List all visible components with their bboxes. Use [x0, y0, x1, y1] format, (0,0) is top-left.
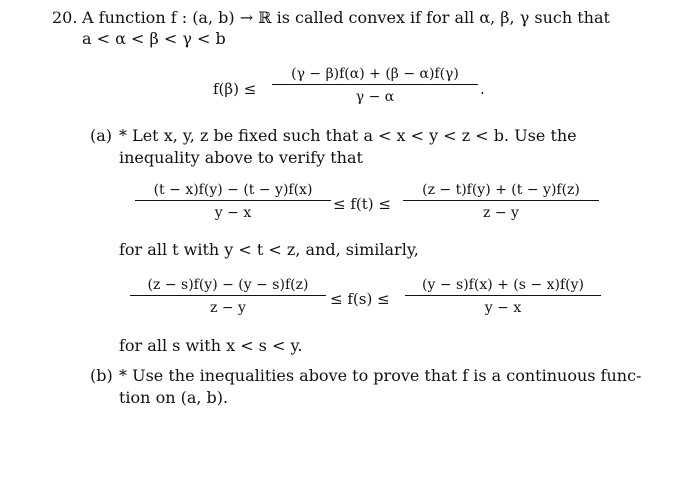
ineq2-left-denominator: z − y: [210, 300, 246, 316]
ineq1-left-numerator: (t − x)f(y) − (t − y)f(x): [135, 182, 331, 201]
ineq1-right-fraction: [403, 182, 599, 221]
ineq1-middle: ≤ f(t) ≤: [333, 195, 391, 213]
ineq1-left-denominator: y − x: [214, 205, 252, 221]
intro-line-1: A function f : (a, b) → ℝ is called convex if for all α, β, γ such that: [82, 8, 610, 27]
part-a-label: (a): [90, 126, 113, 145]
ineq1-right-numerator: (z − t)f(y) + (t − y)f(z): [403, 182, 599, 201]
main-inequality-lhs: f(β) ≤: [213, 80, 257, 98]
part-a-after-text: for all s with x < s < y.: [119, 336, 303, 355]
ineq1-right-denominator: z − y: [483, 205, 519, 221]
ineq2-right-fraction: [405, 277, 601, 316]
main-inequality-denominator: γ − α: [355, 89, 395, 105]
part-a-line-1: * Let x, y, z be fixed such that a < x < y < z < b. Use the: [119, 126, 577, 145]
main-inequality-numerator: (γ − β)f(α) + (β − α)f(γ): [272, 66, 478, 85]
ineq2-left-numerator: (z − s)f(y) − (y − s)f(z): [130, 277, 326, 296]
part-b-line-1: * Use the inequalities above to prove that f is a continuous func-: [119, 366, 642, 385]
ineq2-right-numerator: (y − s)f(x) + (s − x)f(y): [405, 277, 601, 296]
ineq2-left-fraction: [130, 277, 326, 316]
ineq2-middle: ≤ f(s) ≤: [330, 290, 390, 308]
ineq1-left-fraction: [135, 182, 331, 221]
part-b-line-2: tion on (a, b).: [119, 388, 229, 407]
part-a-between-text: for all t with y < t < z, and, similarly,: [119, 240, 419, 259]
part-b-label: (b): [90, 366, 113, 385]
ineq2-right-denominator: y − x: [484, 300, 522, 316]
main-inequality-period: .: [480, 80, 485, 98]
problem-number: 20.: [52, 8, 78, 27]
part-a-line-2: inequality above to verify that: [119, 148, 363, 167]
main-inequality-fraction: [272, 66, 478, 105]
intro-line-2: a < α < β < γ < b: [82, 29, 226, 48]
